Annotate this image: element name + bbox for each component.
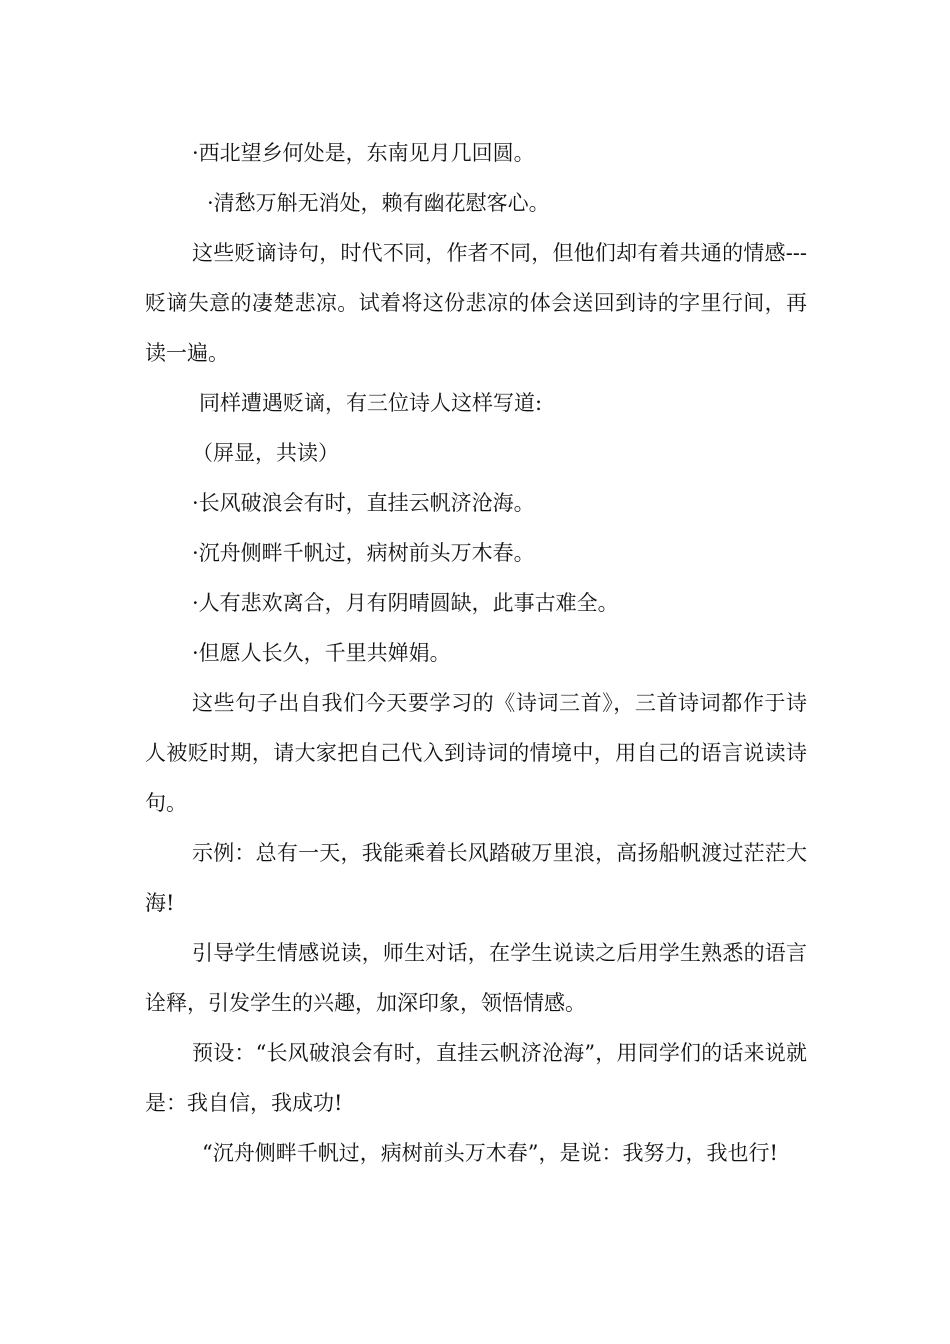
document-body [145,128,807,1178]
poem-line-3: ·长风破浪会有时，直挂云帆济沧海。 [192,491,535,515]
poem-line-2: ·清愁万斛无消处，赖有幽花慰客心。 [207,191,550,215]
paragraph-example: 示例：总有一天，我能乘着长风踏破万里浪，高扬船帆渡过茫茫大海! [145,841,807,915]
poem-line-4: ·沉舟侧畔千帆过，病树前头万木春。 [192,541,535,565]
poem-line-5: ·人有悲欢离合，月有阴晴圆缺，此事古难全。 [192,591,619,615]
intro-three-poets: 同样遭遇贬谪，有三位诗人这样写道: [199,391,543,415]
poem-line-6: ·但愿人长久，千里共婵娟。 [192,641,451,665]
screen-note: （屏显，共读） [192,441,339,465]
poem-line-1: ·西北望乡何处是，东南见月几回圆。 [192,141,535,165]
paragraph-three-poems: 这些句子出自我们今天要学习的《诗词三首》，三首诗词都作于诗人被贬时期，请大家把自己代入到诗词的情境中，用自己的语言说读诗句。 [145,691,807,815]
paragraph-preset-2: “沉舟侧畔千帆过，病树前头万木春”，是说：我努力，我也行! [202,1141,778,1165]
paragraph-exile-poems: 这些贬谪诗句，时代不同，作者不同，但他们却有着共通的情感---贬谪失意的凄楚悲凉。试着将这份悲凉的体会送回到诗的字里行间，再读一遍。 [145,241,807,365]
paragraph-preset: 预设：“长风破浪会有时，直挂云帆济沧海”，用同学们的话来说就是：我自信，我成功! [145,1041,807,1115]
paragraph-guidance: 引导学生情感说读，师生对话，在学生说读之后用学生熟悉的语言诠释，引发学生的兴趣，加深印象，领悟情感。 [145,941,807,1015]
